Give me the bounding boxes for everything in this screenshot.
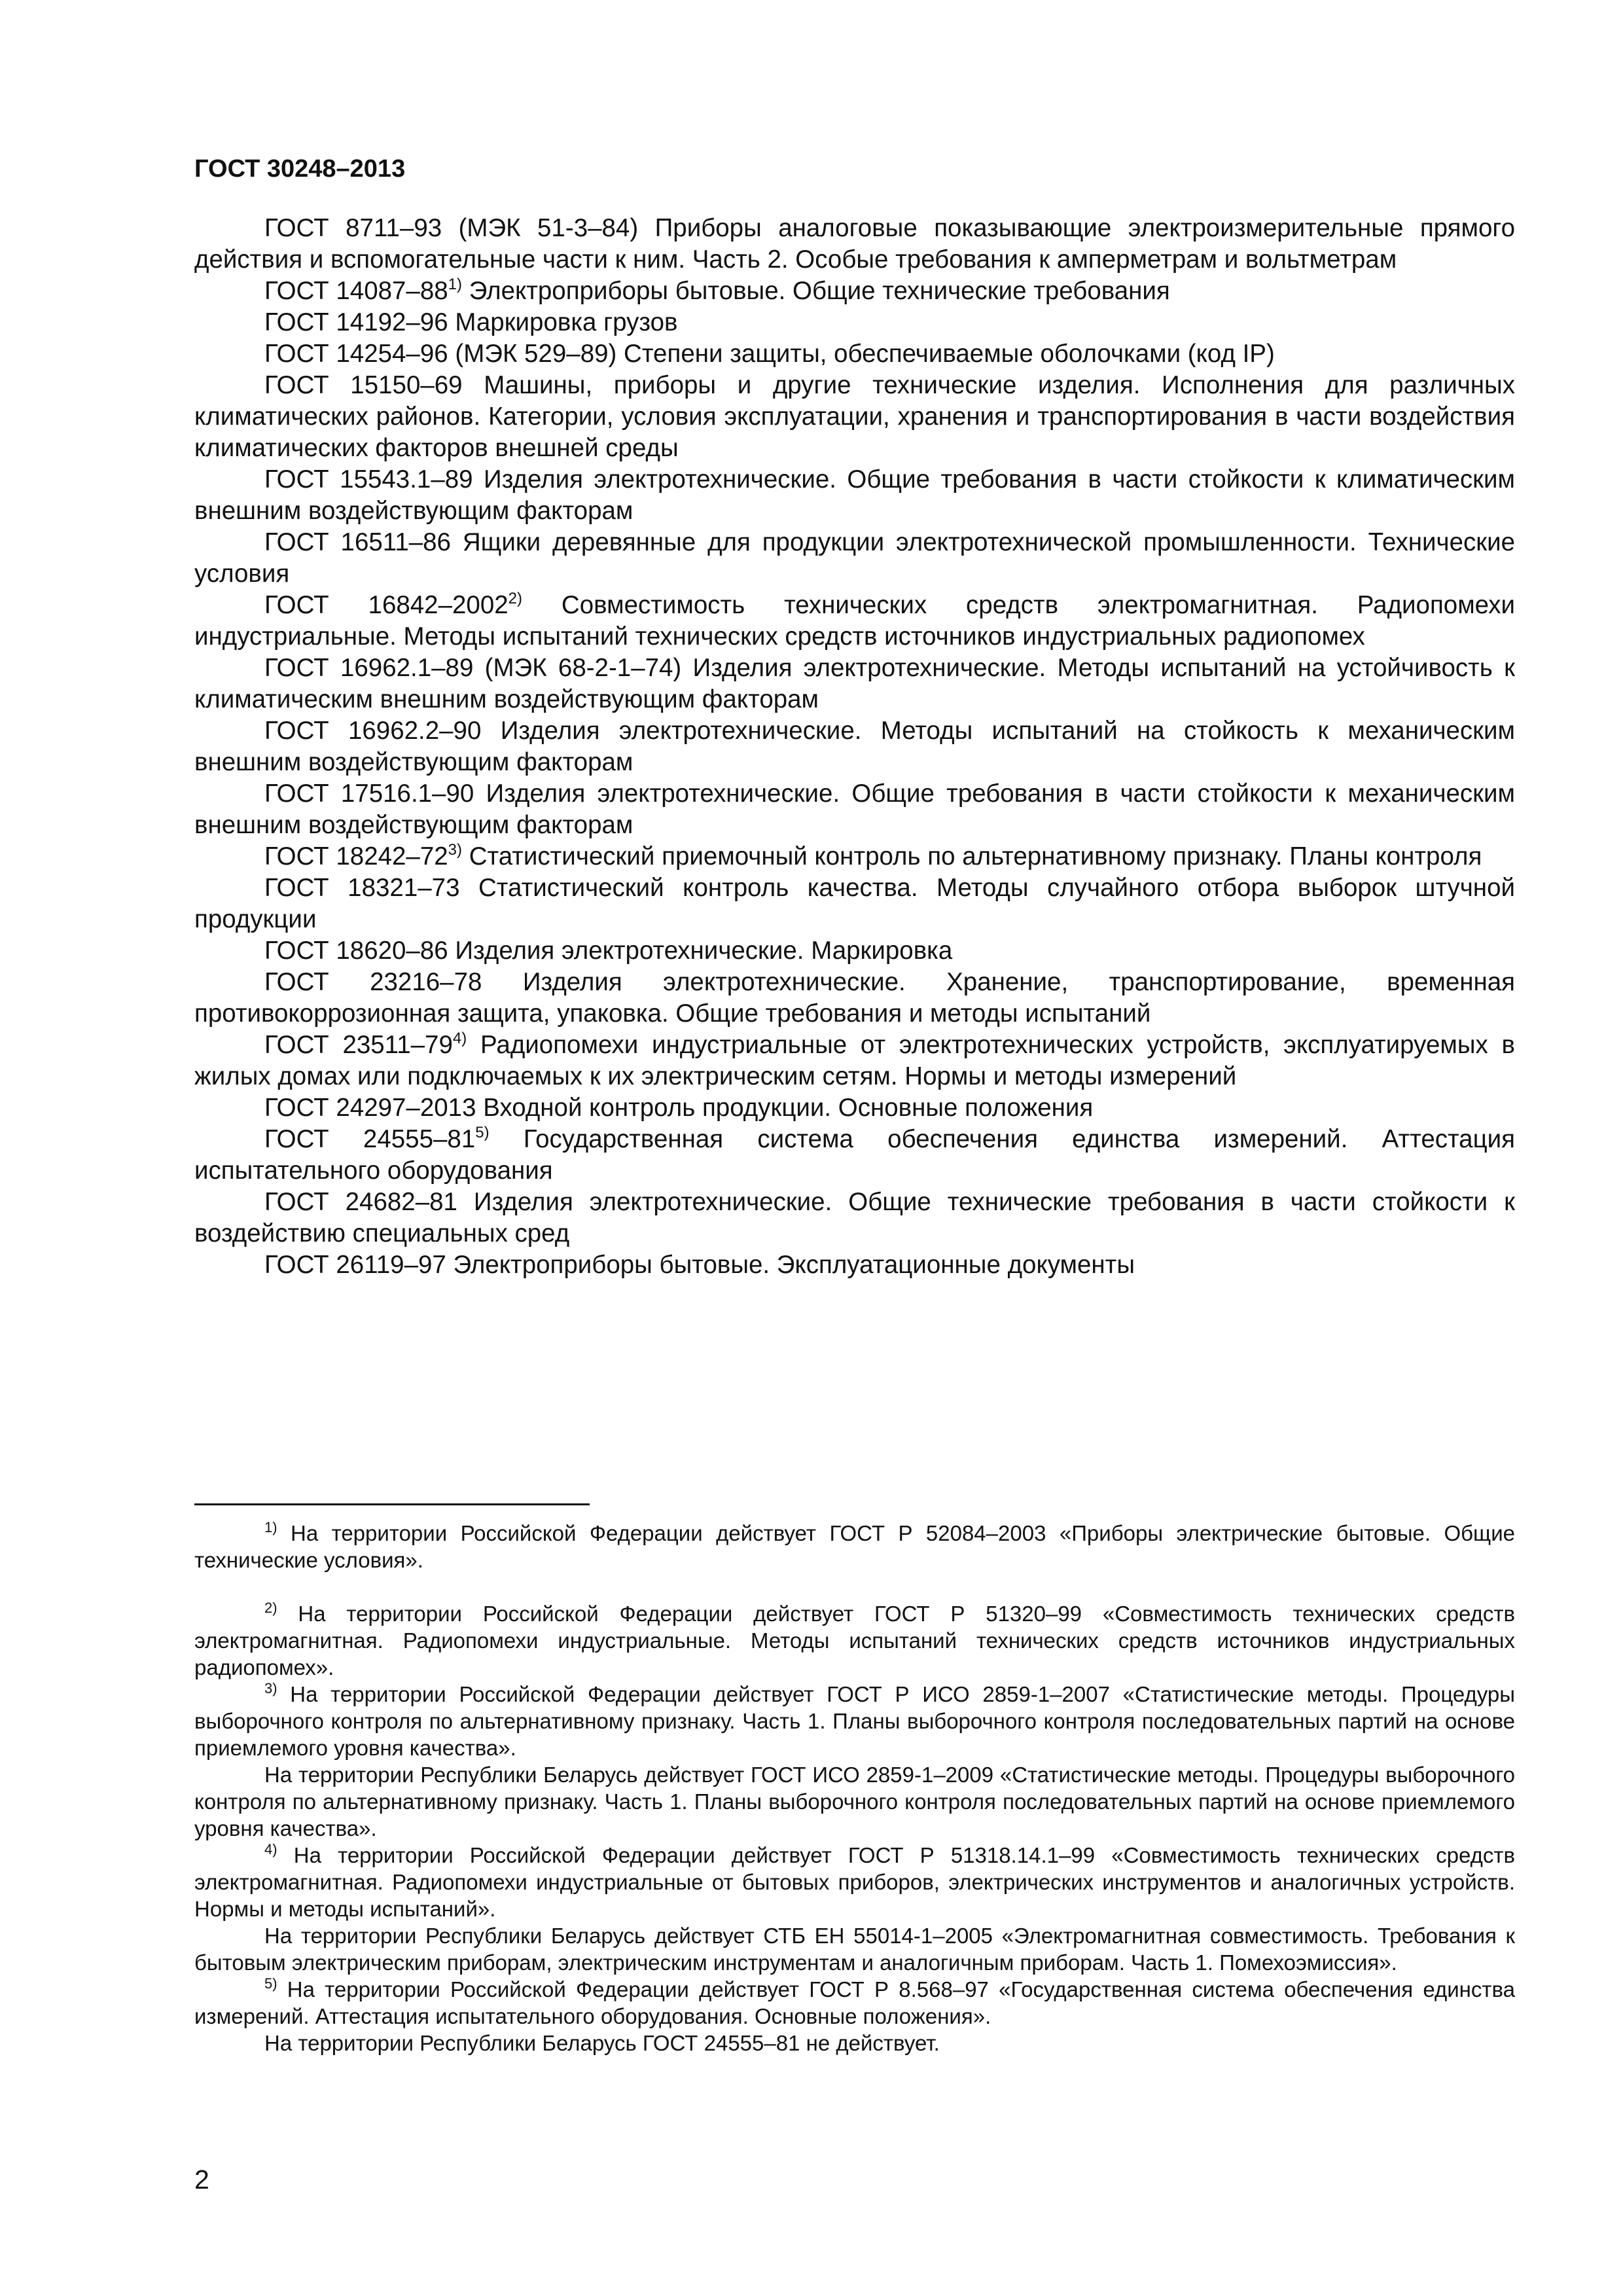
reference-item bbox=[194, 841, 1515, 872]
page-number: 2 bbox=[194, 2164, 209, 2195]
reference-title: Изделия электротехнические. Методы испытаний на стойкость к механическим внешним воздействующим факторам bbox=[194, 717, 1516, 776]
reference-title: (МЭК 529–89) Степени защиты, обеспечиваемые оболочками (код IP) bbox=[455, 340, 1275, 368]
reference-code: ГОСТ 14087–88 bbox=[264, 277, 448, 305]
footnote-text: На территории Российской Федерации действует ГОСТ Р ИСО 2859-1–2007 «Статистические методы. Процедуры выборочного контроля по альтернативному признаку. Часть 1. Планы выборочного контроля последовательных партий на основе приемлемого уровня качества». bbox=[194, 1682, 1515, 1760]
footnote-text: На территории Республики Беларусь действует ГОСТ ИСО 2859-1–2009 «Статистические методы. Процедуры выборочного контроля по альтернативному признаку. Часть 1. Планы выборочного контроля последовательных партий на основе приемлемого уровня качества». bbox=[194, 1763, 1515, 1840]
footnote-ref: 5) bbox=[475, 1124, 490, 1141]
reference-title: Изделия электротехнические. Общие требования в части стойкости к механическим внешним воздействующим факторам bbox=[194, 780, 1515, 839]
footnote bbox=[194, 1976, 1515, 2030]
reference-item bbox=[194, 872, 1515, 935]
reference-code: ГОСТ 24682–81 bbox=[264, 1188, 457, 1216]
footnote-text: На территории Республики Беларусь действует СТБ ЕН 55014-1–2005 «Электромагнитная совместимость. Требования к бытовым электрическим приборам, электрическим инструментам и аналогичным приборам. Часть 1. Помехоэмиссия». bbox=[194, 1924, 1515, 1975]
reference-code: ГОСТ 24555–81 bbox=[264, 1125, 476, 1153]
reference-item bbox=[194, 1092, 1515, 1124]
normative-references-list bbox=[194, 213, 1515, 1281]
reference-item bbox=[194, 213, 1515, 276]
reference-item bbox=[194, 715, 1515, 778]
reference-item bbox=[194, 1030, 1515, 1092]
footnote-mark: 3) bbox=[264, 1680, 277, 1696]
reference-title: Ящики деревянные для продукции электротехнической промышленности. Технические условия bbox=[194, 528, 1515, 588]
reference-code: ГОСТ 15150–69 bbox=[264, 371, 463, 399]
reference-title: Изделия электротехнические. Общие технические требования в части стойкости к воздействию специальных сред bbox=[194, 1188, 1515, 1247]
reference-title: Изделия электротехнические. Общие требования в части стойкости к климатическим внешним воздействующим факторам bbox=[194, 465, 1515, 525]
reference-item bbox=[194, 527, 1515, 590]
reference-item bbox=[194, 1124, 1515, 1187]
footnote-text: На территории Республики Беларусь ГОСТ 24555–81 не действует. bbox=[264, 2031, 940, 2055]
reference-code: ГОСТ 16962.1–89 bbox=[264, 654, 474, 682]
reference-item bbox=[194, 653, 1515, 715]
reference-title: Электроприборы бытовые. Эксплуатационные документы bbox=[453, 1251, 1135, 1279]
reference-code: ГОСТ 18321–73 bbox=[264, 874, 460, 902]
footnote bbox=[194, 1681, 1515, 1761]
reference-title: Статистический контроль качества. Методы случайного отбора выборок штучной продукции bbox=[194, 874, 1515, 933]
footnotes bbox=[194, 1520, 1515, 2056]
reference-item bbox=[194, 1187, 1515, 1249]
reference-code: ГОСТ 23216–78 bbox=[264, 968, 482, 996]
footnote-mark: 4) bbox=[264, 1841, 277, 1857]
footnote bbox=[194, 1842, 1515, 1922]
reference-item bbox=[194, 935, 1515, 967]
reference-title: (МЭК 51-3–84) Приборы аналоговые показывающие электроизмерительные прямого действия и вспомогательные части к ним. Часть 2. Особые требования к амперметрам и вольтметрам bbox=[194, 214, 1515, 274]
reference-code: ГОСТ 16962.2–90 bbox=[264, 717, 482, 745]
reference-item bbox=[194, 778, 1515, 841]
reference-title: Совместимость технических средств электромагнитная. Радиопомехи индустриальные. Методы испытаний технических средств источников индустриальных радиопомех bbox=[194, 591, 1515, 651]
reference-title: (МЭК 68-2-1–74) Изделия электротехнические. Методы испытаний на устойчивость к климатическим внешним воздействующим факторам bbox=[194, 654, 1515, 713]
footnote-continuation bbox=[194, 1761, 1515, 1842]
footnote-ref: 2) bbox=[508, 590, 523, 607]
footnote-mark: 1) bbox=[264, 1519, 277, 1535]
reference-title: Изделия электротехнические. Хранение, транспортирование, временная противокоррозионная защита, упаковка. Общие требования и методы испытаний bbox=[194, 968, 1516, 1028]
reference-code: ГОСТ 14192–96 bbox=[264, 308, 448, 336]
footnote-text: На территории Российской Федерации действует ГОСТ Р 51320–99 «Совместимость технических средств электромагнитная. Радиопомехи индустриальные. Методы испытаний технических средств источников индустриальных радиопомех». bbox=[194, 1602, 1516, 1679]
reference-item bbox=[194, 307, 1515, 338]
reference-code: ГОСТ 15543.1–89 bbox=[264, 465, 473, 493]
reference-item bbox=[194, 967, 1515, 1030]
footnote-separator bbox=[194, 1503, 590, 1505]
reference-title: Изделия электротехнические. Маркировка bbox=[455, 937, 953, 965]
reference-title: Входной контроль продукции. Основные положения bbox=[483, 1094, 1094, 1122]
reference-title: Маркировка грузов bbox=[455, 308, 678, 336]
footnote-ref: 1) bbox=[448, 276, 463, 293]
reference-code: ГОСТ 18620–86 bbox=[264, 937, 448, 965]
reference-code: ГОСТ 18242–72 bbox=[264, 842, 448, 870]
reference-item bbox=[194, 276, 1515, 307]
document-header: ГОСТ 30248–2013 bbox=[194, 155, 406, 183]
footnote-continuation bbox=[194, 2030, 1515, 2056]
reference-code: ГОСТ 8711–93 bbox=[264, 214, 442, 242]
footnote-text: На территории Российской Федерации действует ГОСТ Р 52084–2003 «Приборы электрические бытовые. Общие технические условия». bbox=[194, 1521, 1515, 1572]
footnote-text: На территории Российской Федерации действует ГОСТ Р 51318.14.1–99 «Совместимость технических средств электромагнитная. Радиопомехи индустриальные от бытовых приборов, электрических инструментов и аналогичных устройств. Нормы и методы испытаний». bbox=[194, 1843, 1515, 1921]
footnote-ref: 4) bbox=[452, 1030, 467, 1047]
reference-item bbox=[194, 1249, 1515, 1281]
footnote-text: На территории Российской Федерации действует ГОСТ Р 8.568–97 «Государственная система обеспечения единства измерений. Аттестация испытательного оборудования. Основные положения». bbox=[194, 1977, 1515, 2028]
reference-code: ГОСТ 14254–96 bbox=[264, 340, 448, 368]
footnote bbox=[194, 1600, 1515, 1681]
reference-item bbox=[194, 338, 1515, 370]
reference-item bbox=[194, 464, 1515, 527]
reference-code: ГОСТ 23511–79 bbox=[264, 1031, 453, 1059]
footnote-ref: 3) bbox=[448, 841, 463, 859]
footnote-continuation bbox=[194, 1922, 1515, 1976]
reference-item bbox=[194, 590, 1515, 653]
footnote-mark: 5) bbox=[264, 1975, 277, 1992]
reference-item bbox=[194, 370, 1515, 464]
reference-code: ГОСТ 16842–2002 bbox=[264, 591, 508, 619]
reference-code: ГОСТ 16511–86 bbox=[264, 528, 451, 556]
reference-title: Статистический приемочный контроль по альтернативному признаку. Планы контроля bbox=[469, 842, 1482, 870]
reference-code: ГОСТ 26119–97 bbox=[264, 1251, 446, 1279]
reference-code: ГОСТ 17516.1–90 bbox=[264, 780, 474, 808]
reference-title: Машины, приборы и другие технические изделия. Исполнения для различных климатических районов. Категории, условия эксплуатации, хранения и транспортирования в части воздействия климатических факторов внешней среды bbox=[194, 371, 1515, 462]
footnote bbox=[194, 1520, 1515, 1573]
reference-title: Электроприборы бытовые. Общие технические требования bbox=[469, 277, 1170, 305]
reference-code: ГОСТ 24297–2013 bbox=[264, 1094, 476, 1122]
footnote-mark: 2) bbox=[264, 1600, 277, 1616]
reference-title: Радиопомехи индустриальные от электротехнических устройств, эксплуатируемых в жилых домах или подключаемых к их электрическим сетям. Нормы и методы измерений bbox=[194, 1031, 1516, 1090]
reference-title: Государственная система обеспечения единства измерений. Аттестация испытательного оборудования bbox=[194, 1125, 1515, 1185]
